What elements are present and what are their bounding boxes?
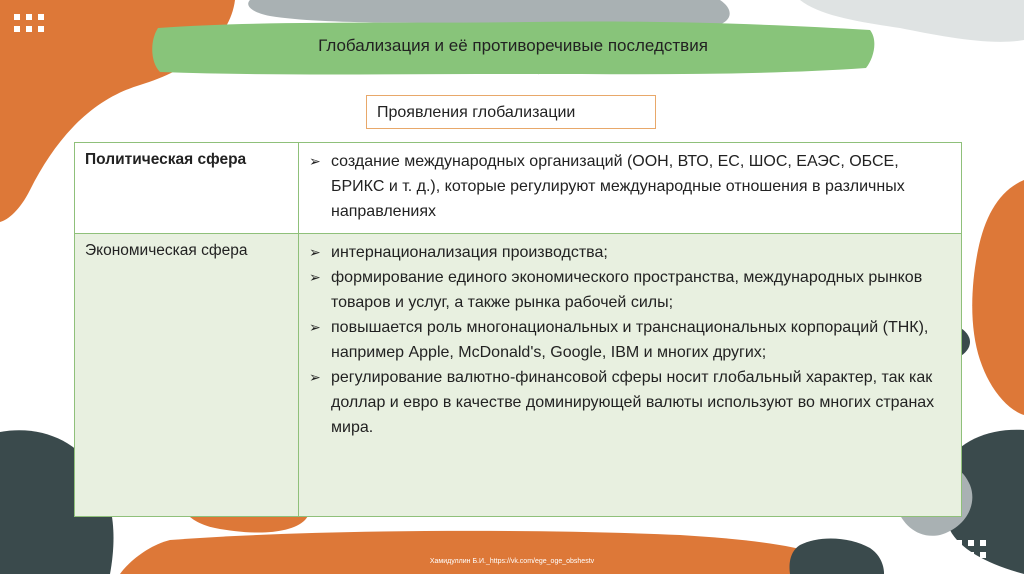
list-item: ➢ повышается роль многонациональных и транснациональных корпораций (ТНК), например Apple, McDonald's, Google, IBM и многих других; [307,315,941,365]
subtitle-box [366,95,656,129]
orange-blob-bottom-strip [120,531,860,574]
list-item: ➢ интернационализация производства; [307,240,941,265]
dots-icon-top-left [14,14,50,36]
bullet-list [307,240,941,440]
arrow-bullet-icon: ➢ [309,244,321,260]
list-item: ➢ формирование единого экономического пространства, международных рынков товаров и услуг, а также рынка рабочей силы; [307,265,941,315]
sphere-cell [75,234,299,517]
arrow-bullet-icon: ➢ [309,319,321,335]
list-item: ➢ регулирование валютно-финансовой сферы носит глобальный характер, так как доллар и евро в качестве доминирующей валюты используют во многих странах мира. [307,365,941,440]
items-cell [299,143,962,234]
footer-credit: Хамидуллин Б.И._https://vk.com/ege_oge_obshestv [429,558,595,565]
content-table [74,142,962,517]
arrow-bullet-icon: ➢ [309,369,321,385]
items-cell [299,234,962,517]
arrow-bullet-icon: ➢ [309,153,321,169]
orange-blob-right [972,180,1024,415]
sphere-cell [75,143,299,234]
sphere-label: Политическая сфера [85,151,247,168]
subtitle: Проявления глобализации [377,104,576,121]
sphere-label: Экономическая сфера [85,242,248,259]
arrow-bullet-icon: ➢ [309,269,321,285]
list-item: ➢ создание международных организаций (ООН, ВТО, ЕС, ШОС, ЕАЭС, ОБСЕ, БРИКС и т. д.), которые регулируют международные отношения в различных направлениях [307,149,941,224]
dark-blob-bottom-right-small [789,539,884,574]
table-row-political [75,143,962,234]
table-row-economic [75,234,962,517]
page-title: Глобализация и её противоречивые последствия [318,36,708,55]
bullet-list [307,149,941,224]
